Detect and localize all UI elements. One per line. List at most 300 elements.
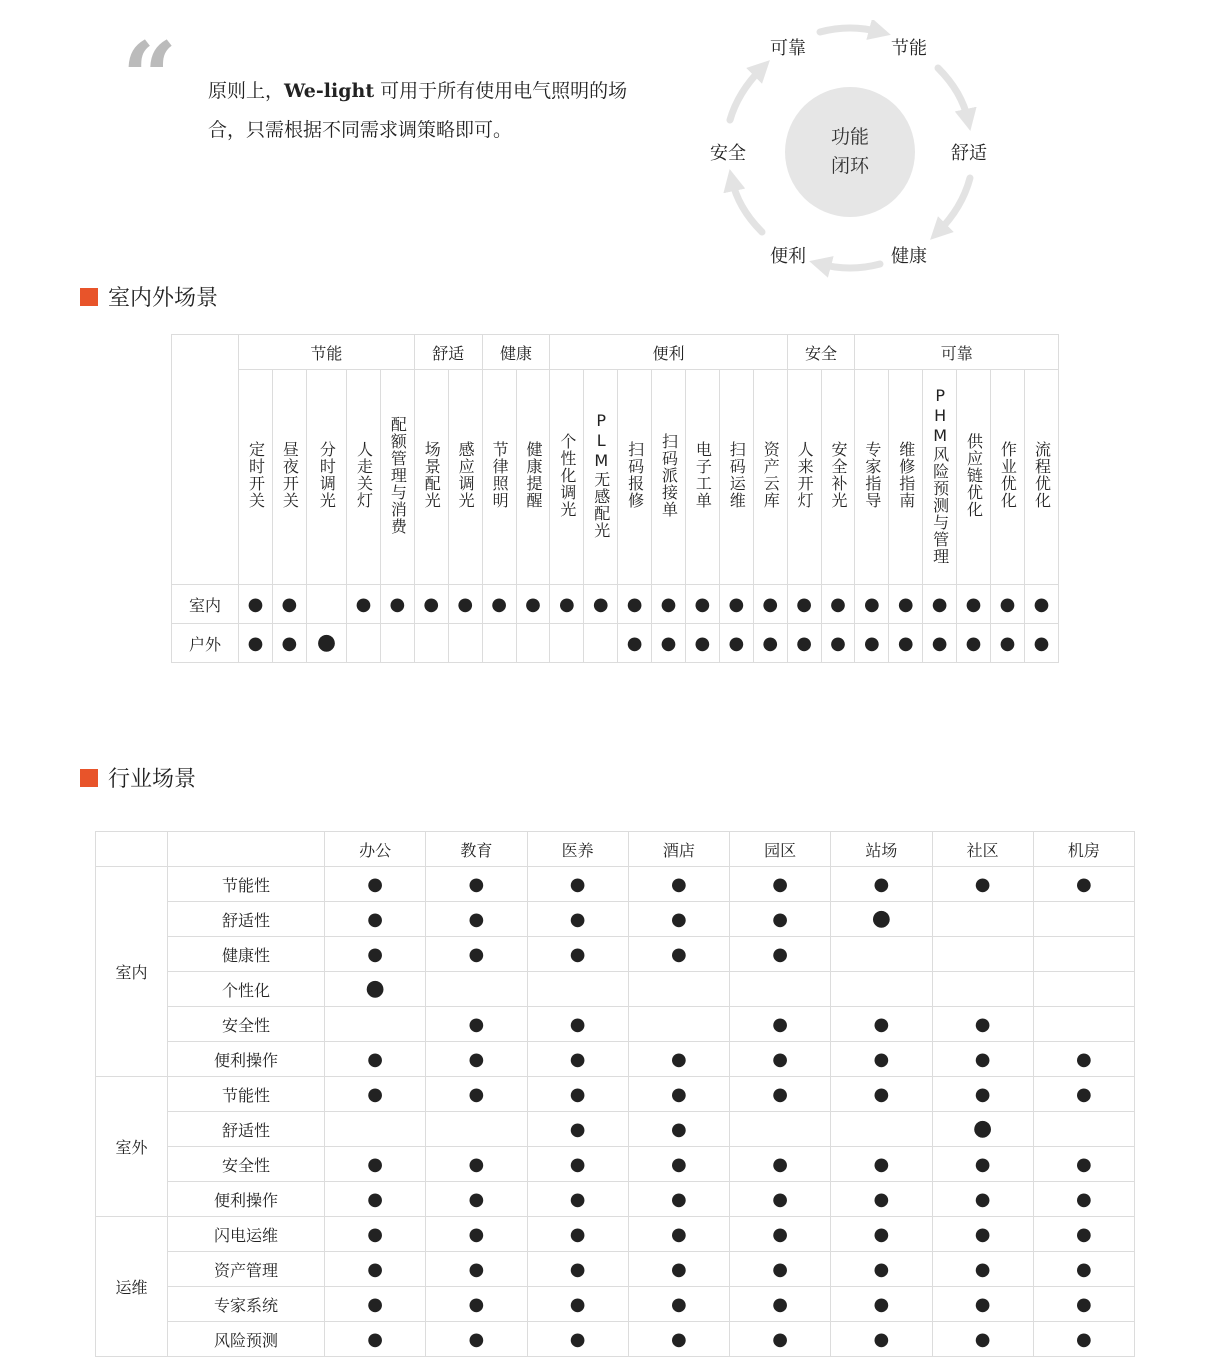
dot-icon: ● xyxy=(772,1293,788,1315)
table-cell xyxy=(426,1217,527,1252)
table-cell xyxy=(1033,972,1134,1007)
table-cell xyxy=(628,972,729,1007)
table-cell xyxy=(787,585,821,624)
column-header-label: 人来开灯 xyxy=(795,441,815,509)
dot-icon: ● xyxy=(728,593,745,615)
category-label: 运维 xyxy=(96,1217,168,1357)
dot-icon: ● xyxy=(1076,1258,1092,1280)
dot-icon: ● xyxy=(281,593,298,615)
table-cell xyxy=(272,585,306,624)
table-cell xyxy=(1024,585,1058,624)
dot-icon: ● xyxy=(931,593,948,615)
dot-icon: ● xyxy=(468,1188,485,1210)
dot-icon: ● xyxy=(671,1258,687,1280)
column-header xyxy=(347,370,381,585)
dot-icon: ● xyxy=(367,1328,383,1350)
dot-icon: ● xyxy=(762,593,779,615)
dot-icon: ● xyxy=(1033,593,1050,615)
loop-center xyxy=(785,87,915,217)
dot-icon: ● xyxy=(772,943,788,965)
row-label: 便利操作 xyxy=(168,1182,325,1217)
column-header xyxy=(685,370,719,585)
table-row xyxy=(96,1007,1135,1042)
table-cell xyxy=(426,1042,527,1077)
dot-icon: ● xyxy=(772,1083,788,1105)
dot-icon: ● xyxy=(873,1048,890,1070)
table-cell xyxy=(831,1007,932,1042)
dot-icon: ● xyxy=(772,1258,788,1280)
table-cell xyxy=(730,1252,831,1287)
arrow-shushi-to-jiankang xyxy=(938,178,970,232)
arrow-jiankang-to-bianli xyxy=(820,264,880,268)
table-cell xyxy=(628,1182,729,1217)
orange-square-icon xyxy=(80,769,98,787)
dot-icon: ● xyxy=(468,1223,485,1245)
column-header xyxy=(448,370,482,585)
table-cell xyxy=(550,624,584,663)
column-header xyxy=(990,370,1024,585)
table-cell xyxy=(482,585,516,624)
table-cell xyxy=(628,1287,729,1322)
column-header-label: 维修指南 xyxy=(896,441,916,509)
table-row xyxy=(96,972,1135,1007)
dot-icon: ● xyxy=(974,1013,991,1035)
category-label: 室外 xyxy=(96,1077,168,1217)
table-cell xyxy=(584,624,618,663)
row-label: 资产管理 xyxy=(168,1252,325,1287)
dot-icon: ● xyxy=(671,1293,687,1315)
corner-cell xyxy=(168,832,325,867)
table-cell xyxy=(1033,1112,1134,1147)
dot-icon: ● xyxy=(569,873,586,895)
dot-icon: ● xyxy=(974,1328,991,1350)
column-header-row xyxy=(172,370,1059,585)
row-label: 舒适性 xyxy=(168,902,325,937)
dot-icon: ● xyxy=(1033,632,1050,654)
table-cell xyxy=(618,585,652,624)
column-header: 机房 xyxy=(1033,832,1134,867)
table-cell xyxy=(1033,902,1134,937)
dot-icon: ● xyxy=(468,1153,485,1175)
dot-icon: ● xyxy=(864,632,880,654)
table-cell xyxy=(831,1077,932,1112)
column-header: 站场 xyxy=(831,832,932,867)
table-cell xyxy=(1033,1182,1134,1217)
loop-label-shushi: 舒适 xyxy=(951,143,987,164)
column-header xyxy=(1024,370,1058,585)
dot-icon: ● xyxy=(457,593,474,615)
table-cell xyxy=(426,1112,527,1147)
dot-icon: ● xyxy=(873,1223,890,1245)
dot-icon: ● xyxy=(772,1153,788,1175)
column-header xyxy=(380,370,414,585)
table-cell xyxy=(923,585,957,624)
table-cell xyxy=(325,1287,426,1322)
loop-center-line2: 闭环 xyxy=(830,155,869,177)
column-header xyxy=(753,370,787,585)
table-cell xyxy=(628,1252,729,1287)
column-header-label: 供应链优化 xyxy=(964,432,984,518)
table-cell xyxy=(831,1042,932,1077)
table-cell xyxy=(426,1322,527,1357)
row-label: 便利操作 xyxy=(168,1042,325,1077)
table-cell xyxy=(932,1182,1033,1217)
group-header: 安全 xyxy=(787,335,855,370)
dot-icon: ● xyxy=(796,632,812,654)
dot-icon: ● xyxy=(367,1083,383,1105)
table-cell xyxy=(516,624,550,663)
dot-icon: ● xyxy=(367,1188,383,1210)
table-cell xyxy=(527,1182,628,1217)
column-header: 教育 xyxy=(426,832,527,867)
table-cell xyxy=(628,1112,729,1147)
loop-center-line1: 功能 xyxy=(830,126,869,148)
column-header xyxy=(482,370,516,585)
table-cell xyxy=(831,972,932,1007)
row-label: 个性化 xyxy=(168,972,325,1007)
table-row xyxy=(96,1112,1135,1147)
table-cell xyxy=(831,1182,932,1217)
dot-icon: ● xyxy=(558,593,575,615)
table-cell xyxy=(527,1077,628,1112)
dot-icon: ● xyxy=(367,943,383,965)
column-header-label: 扫码报修 xyxy=(625,441,645,509)
table-cell xyxy=(426,1077,527,1112)
table-cell xyxy=(831,867,932,902)
table-cell xyxy=(957,585,991,624)
dot-icon: ● xyxy=(569,1118,586,1140)
table-cell xyxy=(527,937,628,972)
table-cell xyxy=(932,1147,1033,1182)
loop-label-jiankang: 健康 xyxy=(891,246,927,267)
table-cell xyxy=(347,585,381,624)
table-cell xyxy=(325,1182,426,1217)
table-cell xyxy=(527,1147,628,1182)
dot-icon: ● xyxy=(864,593,880,615)
dot-icon: ● xyxy=(671,1328,687,1350)
column-header-label: 作业优化 xyxy=(998,441,1018,509)
dot-icon: ● xyxy=(694,632,711,654)
row-label: 风险预测 xyxy=(168,1322,325,1357)
intro-text-before: 原则上， xyxy=(208,80,285,102)
table-cell xyxy=(325,867,426,902)
dot-icon: ● xyxy=(468,873,485,895)
column-header-label: 配额管理与消费 xyxy=(388,415,408,535)
dot-icon: ● xyxy=(592,593,609,615)
column-header-label: 安全补光 xyxy=(828,441,848,509)
column-header-label: 定时开关 xyxy=(246,441,266,509)
dot-icon: ● xyxy=(491,593,507,615)
dot-icon: ● xyxy=(626,593,643,615)
table-cell xyxy=(527,1217,628,1252)
table-cell xyxy=(855,585,889,624)
table-row xyxy=(96,1042,1135,1077)
intro-text xyxy=(208,72,638,150)
table-cell xyxy=(1033,1252,1134,1287)
section-heading-indoor-outdoor xyxy=(80,281,218,312)
table-row xyxy=(96,867,1135,902)
table-row xyxy=(96,1322,1135,1357)
table-cell xyxy=(628,1147,729,1182)
table-cell xyxy=(325,1112,426,1147)
arrow-kekao-to-jieneng xyxy=(820,28,880,32)
table-cell xyxy=(730,1322,831,1357)
table-cell xyxy=(932,1287,1033,1322)
dot-icon: ● xyxy=(569,943,586,965)
column-header xyxy=(516,370,550,585)
intro-text-after: 可用于所有使用电气照明的场合，只需根据不同需求调策略即可。 xyxy=(208,80,628,141)
dot-icon: ● xyxy=(468,1258,485,1280)
table-cell xyxy=(730,867,831,902)
dot-icon: ● xyxy=(367,1153,383,1175)
dot-icon: ● xyxy=(367,1258,383,1280)
table-cell xyxy=(347,624,381,663)
dot-icon: ● xyxy=(873,1293,890,1315)
dot-icon: ● xyxy=(999,593,1016,615)
table-cell xyxy=(527,1042,628,1077)
loop-label-kekao: 可靠 xyxy=(770,38,806,59)
dot-icon: ● xyxy=(728,632,745,654)
dot-icon: ● xyxy=(871,906,891,931)
dot-icon: ● xyxy=(772,873,788,895)
table-cell xyxy=(628,1042,729,1077)
dot-icon: ● xyxy=(974,1083,991,1105)
table-cell xyxy=(923,624,957,663)
table-cell xyxy=(932,1112,1033,1147)
table-row xyxy=(172,624,1059,663)
dot-icon: ● xyxy=(525,593,541,615)
column-header: 医养 xyxy=(527,832,628,867)
table-cell xyxy=(426,1287,527,1322)
dot-icon: ● xyxy=(367,1293,383,1315)
table-cell xyxy=(821,624,855,663)
table-cell xyxy=(325,1077,426,1112)
table-cell xyxy=(239,585,273,624)
dot-icon: ● xyxy=(626,632,643,654)
table-cell xyxy=(325,1322,426,1357)
table-cell xyxy=(426,902,527,937)
arrow-anquan-to-kekao xyxy=(730,68,762,120)
row-label: 室内 xyxy=(172,585,239,624)
dot-icon: ● xyxy=(281,632,298,654)
group-header: 健康 xyxy=(482,335,550,370)
table-cell xyxy=(414,624,448,663)
dot-icon: ● xyxy=(660,593,677,615)
table-cell xyxy=(685,585,719,624)
table-cell xyxy=(787,624,821,663)
dot-icon: ● xyxy=(671,1083,687,1105)
table-cell xyxy=(426,1252,527,1287)
table-cell xyxy=(527,972,628,1007)
table-cell xyxy=(932,1042,1033,1077)
table-cell xyxy=(426,1147,527,1182)
industry-table xyxy=(95,831,1135,1357)
dot-icon: ● xyxy=(367,908,383,930)
table-cell xyxy=(652,585,686,624)
dot-icon: ● xyxy=(367,873,383,895)
table-cell xyxy=(527,1287,628,1322)
dot-icon: ● xyxy=(873,1188,890,1210)
table-cell xyxy=(831,1217,932,1252)
category-label: 室内 xyxy=(96,867,168,1077)
row-label: 健康性 xyxy=(168,937,325,972)
table-cell xyxy=(855,624,889,663)
table-cell xyxy=(628,1322,729,1357)
dot-icon: ● xyxy=(671,1223,687,1245)
table-cell xyxy=(932,1322,1033,1357)
table-cell xyxy=(448,624,482,663)
dot-icon: ● xyxy=(897,593,914,615)
column-header xyxy=(306,370,346,585)
dot-icon: ● xyxy=(974,873,991,895)
table-row xyxy=(96,902,1135,937)
dot-icon: ● xyxy=(423,593,440,615)
table-cell xyxy=(1033,937,1134,972)
table-cell xyxy=(325,1252,426,1287)
column-header xyxy=(414,370,448,585)
table-row xyxy=(96,1252,1135,1287)
table-cell xyxy=(628,1007,729,1042)
dot-icon: ● xyxy=(671,1118,687,1140)
table-cell xyxy=(889,585,923,624)
table-cell xyxy=(719,585,753,624)
dot-icon: ● xyxy=(569,1048,586,1070)
table-cell xyxy=(831,1112,932,1147)
column-header-label: 健康提醒 xyxy=(523,441,543,509)
table-cell xyxy=(831,1252,932,1287)
table-cell xyxy=(730,1287,831,1322)
table-cell xyxy=(628,867,729,902)
column-header xyxy=(584,370,618,585)
table-cell xyxy=(380,624,414,663)
table-cell xyxy=(932,867,1033,902)
table-cell xyxy=(516,585,550,624)
dot-icon: ● xyxy=(931,632,948,654)
table-cell xyxy=(482,624,516,663)
table-cell xyxy=(730,1182,831,1217)
table-cell xyxy=(618,624,652,663)
table-cell xyxy=(628,937,729,972)
column-header xyxy=(855,370,889,585)
column-header-label: 分时调光 xyxy=(317,441,337,509)
dot-icon: ● xyxy=(772,1188,788,1210)
table-cell xyxy=(325,972,426,1007)
table-cell xyxy=(272,624,306,663)
table-cell xyxy=(932,1007,1033,1042)
function-loop-diagram xyxy=(700,20,1000,280)
dot-icon: ● xyxy=(569,1223,586,1245)
dot-icon: ● xyxy=(1076,1188,1092,1210)
column-header-label: 扫码派接单 xyxy=(659,432,679,518)
column-header xyxy=(787,370,821,585)
row-label: 闪电运维 xyxy=(168,1217,325,1252)
table-cell xyxy=(730,1007,831,1042)
table-row xyxy=(96,1077,1135,1112)
corner-cell xyxy=(172,335,239,585)
group-header: 舒适 xyxy=(414,335,482,370)
dot-icon: ● xyxy=(1076,873,1092,895)
arrow-jieneng-to-shushi xyxy=(938,68,968,120)
dot-icon: ● xyxy=(468,943,485,965)
dot-icon: ● xyxy=(569,1153,586,1175)
dot-icon: ● xyxy=(965,632,982,654)
table-row xyxy=(172,585,1059,624)
table-cell xyxy=(730,972,831,1007)
column-header: 社区 xyxy=(932,832,1033,867)
loop-label-jieneng: 节能 xyxy=(891,38,927,59)
table-cell xyxy=(325,902,426,937)
row-label: 安全性 xyxy=(168,1007,325,1042)
table-cell xyxy=(821,585,855,624)
row-label: 户外 xyxy=(172,624,239,663)
column-header xyxy=(719,370,753,585)
table-cell xyxy=(414,585,448,624)
table-cell xyxy=(1033,1147,1134,1182)
column-header xyxy=(239,370,273,585)
table-cell xyxy=(628,902,729,937)
dot-icon: ● xyxy=(974,1048,991,1070)
group-header: 可靠 xyxy=(855,335,1059,370)
dot-icon: ● xyxy=(965,593,982,615)
dot-icon: ● xyxy=(569,1083,586,1105)
dot-icon: ● xyxy=(569,1293,586,1315)
orange-square-icon xyxy=(80,288,98,306)
dot-icon: ● xyxy=(671,1048,687,1070)
dot-icon: ● xyxy=(762,632,779,654)
column-header-label: 资产云库 xyxy=(761,441,781,509)
dot-icon: ● xyxy=(1076,1048,1092,1070)
table-cell xyxy=(628,1077,729,1112)
table-cell xyxy=(325,1147,426,1182)
column-header: 办公 xyxy=(325,832,426,867)
section-title: 行业场景 xyxy=(108,767,197,792)
dot-icon: ● xyxy=(796,593,812,615)
column-header-label: 昼夜开关 xyxy=(280,441,300,509)
table-cell xyxy=(730,1147,831,1182)
dot-icon: ● xyxy=(569,1258,586,1280)
table-cell xyxy=(831,902,932,937)
table-cell xyxy=(652,624,686,663)
dot-icon: ● xyxy=(974,1188,991,1210)
dot-icon: ● xyxy=(974,1153,991,1175)
column-header xyxy=(550,370,584,585)
row-label: 安全性 xyxy=(168,1147,325,1182)
table-cell xyxy=(325,1007,426,1042)
dot-icon: ● xyxy=(999,632,1016,654)
table-cell xyxy=(628,1217,729,1252)
section-title: 室内外场景 xyxy=(108,286,219,311)
table-cell xyxy=(306,624,346,663)
table-cell xyxy=(932,937,1033,972)
column-header: 酒店 xyxy=(628,832,729,867)
dot-icon: ● xyxy=(569,1013,586,1035)
column-header xyxy=(923,370,957,585)
column-header-label: 场景配光 xyxy=(422,441,442,509)
dot-icon: ● xyxy=(974,1293,991,1315)
table-cell xyxy=(932,1217,1033,1252)
dot-icon: ● xyxy=(772,1048,788,1070)
dot-icon: ● xyxy=(830,632,846,654)
column-header-label: 个性化调光 xyxy=(557,432,577,518)
dot-icon: ● xyxy=(973,1116,993,1141)
dot-icon: ● xyxy=(569,1188,586,1210)
column-header-label: 专家指导 xyxy=(862,441,882,509)
arrow-bianli-to-anquan xyxy=(732,180,762,232)
brand-name: We-light xyxy=(284,80,375,102)
column-header-label: 人走关灯 xyxy=(354,441,374,509)
table-cell xyxy=(1033,1322,1134,1357)
table-cell xyxy=(584,585,618,624)
